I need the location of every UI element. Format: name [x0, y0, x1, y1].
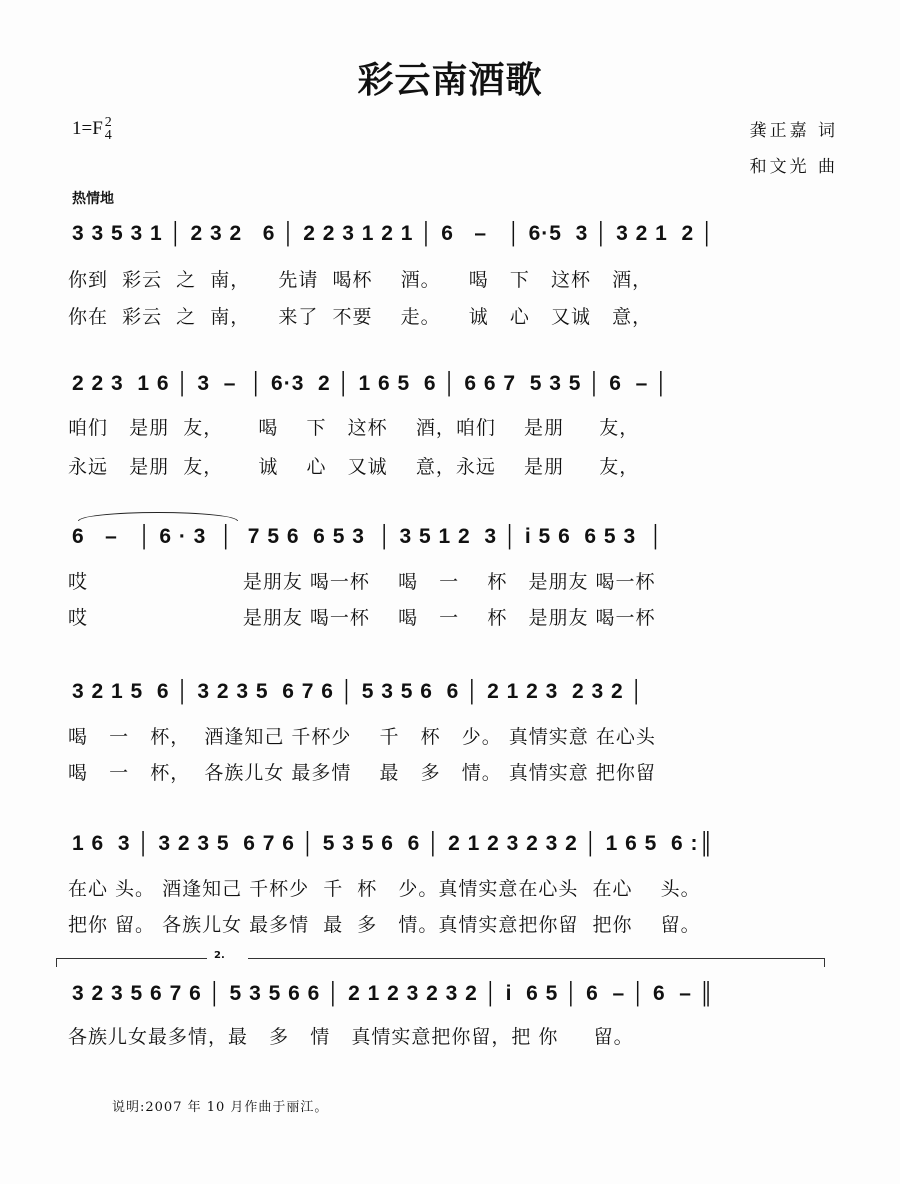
- notation-row-3: 6 – │ 6 · 3 │ 7 5 6 6 5 3 │ 3 5 1 2 3 │ i 5 6 6 5 3 │: [72, 525, 664, 548]
- lyric-row-4-verse-1: 喝 一 杯， 酒逢知己 千杯少 千 杯 少。 真情实意 在心头: [68, 726, 656, 748]
- lyric-row-1-verse-2: 你在 彩云 之 南， 来了 不要 走。 诚 心 又诚 意，: [68, 306, 653, 328]
- lyric-row-2-verse-2: 永远 是朋 友， 诚 心 又诚 意，永远 是朋 友，: [68, 456, 640, 478]
- key-signature: [72, 116, 112, 142]
- lyric-row-5-verse-1: 在心 头。 酒逢知己 千杯少 千 杯 少。真情实意在心头 在心 头。: [68, 878, 701, 900]
- lyric-row-5-verse-2: 把你 留。 各族儿女 最多情 最 多 情。真情实意把你留 把你 留。: [68, 914, 701, 936]
- lyricist-credit: 龚正嘉 词: [749, 121, 838, 141]
- notation-row-2: 2 2 3 1 6 │ 3 – │ 6·3 2 │ 1 6 5 6 │ 6 6 7 5 3 5 │ 6 – │: [72, 372, 670, 395]
- composer-credit: 和文光 曲: [749, 157, 838, 177]
- lyric-row-6-verse-1: 各族儿女最多情，最 多 情 真情实意把你留，把 你 留。: [68, 1026, 634, 1048]
- volta-label: 2.: [214, 950, 225, 961]
- volta-bracket-right: [248, 958, 825, 967]
- time-signature: 2 4: [104, 115, 112, 143]
- footnote: 说明:2007 年 10 月作曲于丽江。: [112, 1100, 329, 1115]
- key-label: 1=F: [72, 118, 103, 139]
- volta-bracket-left: [56, 958, 207, 967]
- lyric-row-3-verse-1: 哎 是朋友 喝一杯 喝 一 杯 是朋友 喝一杯: [68, 571, 656, 593]
- song-title: 彩云南酒歌: [357, 60, 543, 101]
- notation-row-4: 3 2 1 5 6 │ 3 2 3 5 6 7 6 │ 5 3 5 6 6 │ 2 1 2 3 2 3 2 │: [72, 680, 645, 703]
- lyric-row-2-verse-1: 咱们 是朋 友， 喝 下 这杯 酒，咱们 是朋 友，: [68, 417, 640, 439]
- tie-arc: [78, 512, 238, 521]
- lyric-row-3-verse-2: 哎 是朋友 喝一杯 喝 一 杯 是朋友 喝一杯: [68, 607, 656, 629]
- notation-row-6: 3 2 3 5 6 7 6 │ 5 3 5 6 6 │ 2 1 2 3 2 3 2 │ i 6 5 │ 6 – │ 6 – ║: [72, 982, 715, 1005]
- notation-row-5: 1 6 3 │ 3 2 3 5 6 7 6 │ 5 3 5 6 6 │ 2 1 2 3 2 3 2 │ 1 6 5 6 :║: [72, 832, 715, 855]
- notation-row-1: 3 3 5 3 1 │ 2 3 2 6 │ 2 2 3 1 2 1 │ 6 – │ 6·5 3 │ 3 2 1 2 │: [72, 222, 716, 245]
- lyric-row-1-verse-1: 你到 彩云 之 南， 先请 喝杯 酒。 喝 下 这杯 酒，: [68, 269, 653, 291]
- tempo-marking: 热情地: [72, 191, 114, 207]
- lyric-row-4-verse-2: 喝 一 杯， 各族儿女 最多情 最 多 情。 真情实意 把你留: [68, 762, 656, 784]
